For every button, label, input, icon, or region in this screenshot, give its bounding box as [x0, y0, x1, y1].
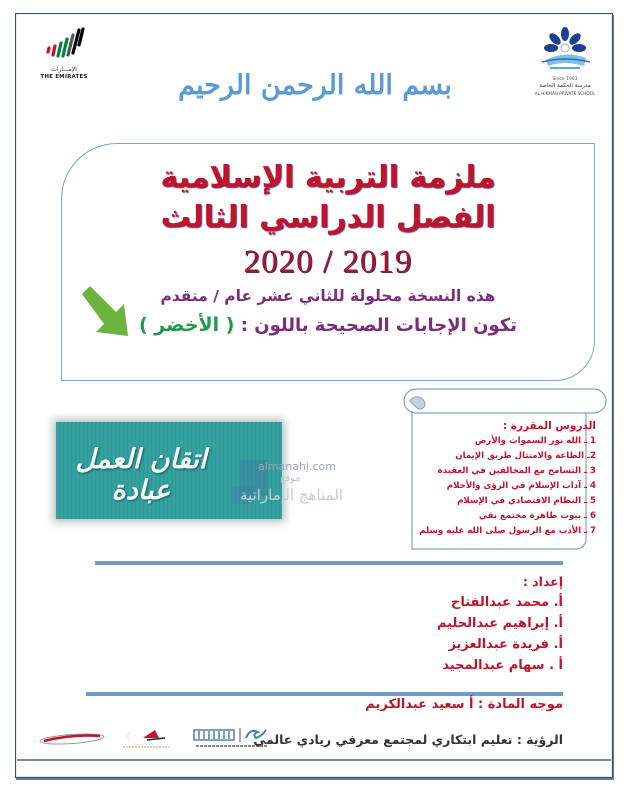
- watermark-url: almanahj.com: [258, 460, 336, 473]
- school-emblem-icon: [528, 26, 602, 76]
- emirates-en-text: THE EMIRATES: [40, 74, 88, 80]
- crescent-logo-icon: [117, 726, 175, 750]
- authors-label: إعداد :: [522, 574, 563, 589]
- red-swoosh-logo-icon: [38, 732, 106, 746]
- watermark-ar-2: المناهج الإماراتية: [240, 486, 343, 504]
- school-logo: [528, 26, 602, 98]
- authors-block: [437, 572, 563, 676]
- lesson-item: 2ـ الطاعة والامتثال طريق الإيمان: [455, 451, 596, 461]
- lesson-item: 7 ـ الأدب مع الرسول صلى الله عليه وسلم: [419, 526, 596, 536]
- lesson-item: 6 ـ بيوت طاهرة مجتمع نقي: [478, 511, 596, 521]
- green-arrow-icon: [78, 284, 136, 340]
- lessons-scroll: [402, 387, 608, 551]
- solved-note: هذه النسخة محلولة للثاني عشر عام / متقدم: [160, 287, 496, 305]
- author-name: أ. إبراهيم عبدالحليم: [436, 616, 563, 631]
- author-name: أ . سهام عبدالمجيد: [442, 658, 563, 673]
- school-since-text: Since 1993: [552, 77, 578, 82]
- unesco-logo-icon: [192, 726, 272, 752]
- lesson-item: 5 ـ النظام الاقتصادي في الإسلام: [457, 496, 596, 506]
- answer-color-note: [62, 314, 594, 336]
- lesson-item: 3 ـ التسامح مع المخالفين في العقيدة: [437, 466, 596, 476]
- vision-statement: الرؤية : تعليم ابتكاري لمجتمع معرفي ريادي عالمي: [253, 732, 563, 747]
- emirates-bars-icon: [34, 26, 94, 66]
- title-booklet: ملزمة التربية الإسلامية: [160, 160, 496, 195]
- watermark-ar-1: موقع: [280, 473, 301, 484]
- motto-text: اتقان العمل عبادة: [75, 444, 207, 506]
- school-en-text: AL HIKMAH PRIVATE SCHOOL: [534, 91, 596, 96]
- emirates-ar-text: الإمـــارات: [51, 66, 77, 73]
- author-name: أ. محمد عبدالفتاح: [450, 595, 563, 610]
- subject-supervisor: موجه المادة : أ سعيد عبدالكريم: [365, 697, 563, 712]
- lesson-item: 4 ـ آداب الإسلام في الرؤى والأحلام: [446, 481, 596, 491]
- emirates-logo: [34, 26, 94, 82]
- title-year: 2020 / 2019: [243, 244, 413, 280]
- answer-color-label: تكون الإجابات الصحيحة باللون :: [240, 315, 517, 336]
- separator-line: [95, 561, 563, 565]
- answer-color-value: ( الأخضر ): [139, 314, 235, 336]
- lessons-title: الدروس المقررة :: [502, 420, 596, 432]
- title-box: [61, 143, 595, 381]
- lesson-item: 1 ـ الله نور السموات والأرض: [474, 436, 596, 446]
- lessons-list: [416, 420, 596, 539]
- title-term: الفصل الدراسي الثالث: [160, 200, 496, 235]
- school-ar-text: مدرسة الحكمة الخاصة: [539, 83, 591, 89]
- author-name: أ. فريدة عبدالعزيز: [448, 637, 563, 652]
- bottom-line: [17, 759, 611, 761]
- separator-line: [86, 692, 563, 696]
- basmala: بسم الله الرحمن الرحيم: [178, 70, 452, 101]
